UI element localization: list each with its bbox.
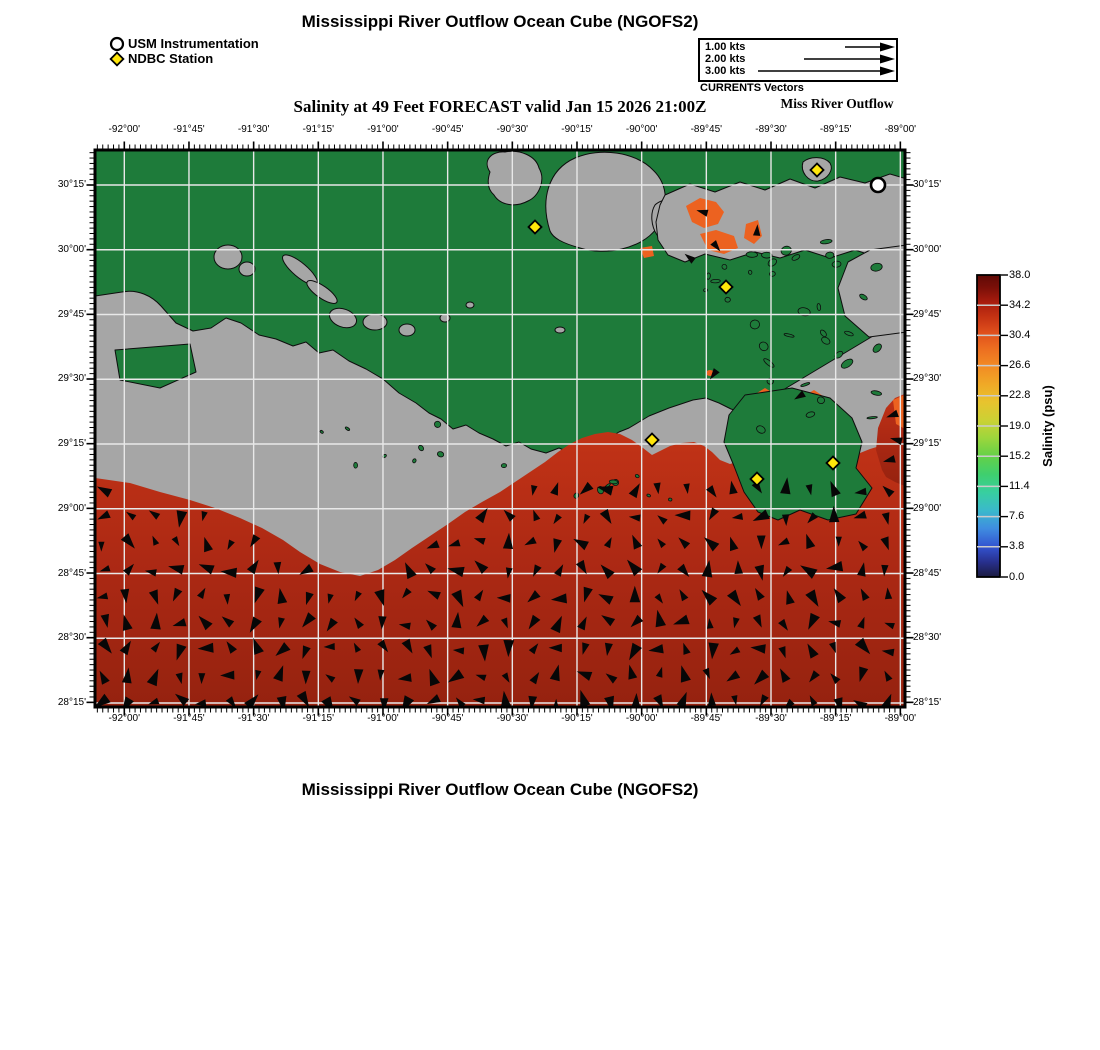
legend-label-usm: USM Instrumentation xyxy=(128,36,259,51)
colorbar-tick-label: 11.4 xyxy=(1009,479,1030,492)
vector-speed-1: 1.00 kts xyxy=(705,41,746,53)
lat-tick-label-left: 30°00' xyxy=(57,243,86,255)
vector-arrow-1kt xyxy=(700,41,896,53)
lon-tick-label-bottom: -89°30' xyxy=(755,713,787,724)
lon-tick-label-top: -91°00' xyxy=(367,124,399,135)
vector-arrow-2kt xyxy=(700,53,896,65)
lat-tick-label-right: 30°00' xyxy=(913,243,942,255)
forecast-subtitle: Salinity at 49 Feet FORECAST valid Jan 15 2026 21:00Z xyxy=(293,97,707,116)
lat-tick-label-left: 29°00' xyxy=(57,502,86,514)
map-geography xyxy=(93,150,907,713)
legend-row-usm xyxy=(108,36,259,51)
lat-tick-label-right: 29°45' xyxy=(913,308,942,320)
colorbar-tick-label: 15.2 xyxy=(1009,449,1031,462)
colorbar-tick-label: 30.4 xyxy=(1009,328,1031,341)
footer-title: Mississippi River Outflow Ocean Cube (NGOFS2) xyxy=(301,780,699,799)
lon-tick-label-bottom: -91°00' xyxy=(367,713,399,724)
miss-river-outflow-label: Miss River Outflow xyxy=(780,96,894,111)
colorbar-tick-label: 19.0 xyxy=(1009,419,1031,432)
colorbar-tick-label: 22.8 xyxy=(1009,389,1031,402)
vector-speed-3: 3.00 kts xyxy=(705,65,746,77)
colorbar-tick-label: 0.0 xyxy=(1009,570,1025,583)
lat-tick-label-right: 29°00' xyxy=(913,502,942,514)
colorbar-tick-label: 7.6 xyxy=(1009,510,1025,523)
lon-tick-label-top: -91°30' xyxy=(237,124,270,135)
lon-tick-label-top: -90°15' xyxy=(561,124,593,135)
lat-tick-label-left: 29°30' xyxy=(57,373,86,385)
vector-arrow-3kt xyxy=(700,65,896,77)
lat-tick-label-right: 28°15' xyxy=(913,697,942,708)
lon-tick-label-bottom: -91°45' xyxy=(173,713,205,724)
lon-tick-label-bottom: -89°00' xyxy=(884,713,917,724)
lat-tick-label-left: 28°15' xyxy=(57,697,86,708)
colorbar-tick-label: 3.8 xyxy=(1009,540,1025,553)
lat-tick-label-left: 30°15' xyxy=(57,179,86,190)
lon-tick-label-bottom: -89°45' xyxy=(690,713,723,724)
lon-tick-label-bottom: -91°15' xyxy=(302,713,335,724)
usm-circle-icon xyxy=(108,36,125,52)
lon-tick-label-bottom: -90°45' xyxy=(431,713,464,724)
currents-vectors-caption: CURRENTS Vectors xyxy=(700,82,804,94)
lon-tick-label-top: -89°30' xyxy=(755,124,787,135)
lon-tick-label-top: -91°15' xyxy=(302,124,335,135)
lon-tick-label-top: -90°30' xyxy=(496,124,529,135)
lon-tick-label-top: -89°15' xyxy=(819,124,852,135)
lon-tick-label-top: -90°00' xyxy=(625,124,658,135)
marker-legend xyxy=(108,36,259,66)
lat-tick-label-left: 29°45' xyxy=(57,308,86,320)
lon-tick-label-top: -92°00' xyxy=(108,124,141,135)
lon-tick-label-top: -91°45' xyxy=(173,124,205,135)
lon-tick-label-top: -89°45' xyxy=(690,124,723,135)
colorbar-tick-label: 38.0 xyxy=(1009,268,1031,281)
currents-vector-legend xyxy=(698,38,898,82)
lat-tick-label-left: 29°15' xyxy=(57,438,86,449)
lat-tick-label-right: 30°15' xyxy=(913,179,942,190)
ndbc-diamond-icon xyxy=(108,51,125,67)
colorbar-title: Salinity (psu) xyxy=(1040,385,1055,467)
legend-label-ndbc: NDBC Station xyxy=(128,51,214,66)
lon-tick-label-bottom: -90°30' xyxy=(496,713,529,724)
colorbar-tick-label: 26.6 xyxy=(1009,359,1031,372)
lat-tick-label-left: 28°45' xyxy=(57,567,86,579)
lat-tick-label-right: 29°15' xyxy=(913,438,942,449)
page-title: Mississippi River Outflow Ocean Cube (NGOFS2) xyxy=(301,12,699,31)
usm-instrumentation-marker xyxy=(871,178,885,192)
legend-row-ndbc xyxy=(108,51,259,66)
lat-tick-label-right: 28°30' xyxy=(913,632,942,644)
lat-tick-label-right: 28°45' xyxy=(913,567,942,579)
lon-tick-label-bottom: -89°15' xyxy=(819,713,852,724)
lon-tick-label-top: -89°00' xyxy=(884,124,917,135)
lat-tick-label-left: 28°30' xyxy=(57,632,86,644)
lon-tick-label-top: -90°45' xyxy=(431,124,464,135)
lon-tick-label-bottom: -92°00' xyxy=(108,713,141,724)
lat-tick-label-right: 29°30' xyxy=(913,373,942,385)
lon-tick-label-bottom: -90°15' xyxy=(561,713,593,724)
lon-tick-label-bottom: -91°30' xyxy=(237,713,270,724)
vector-speed-2: 2.00 kts xyxy=(705,53,746,65)
lon-tick-label-bottom: -90°00' xyxy=(625,713,658,724)
colorbar-tick-label: 34.2 xyxy=(1009,298,1031,311)
